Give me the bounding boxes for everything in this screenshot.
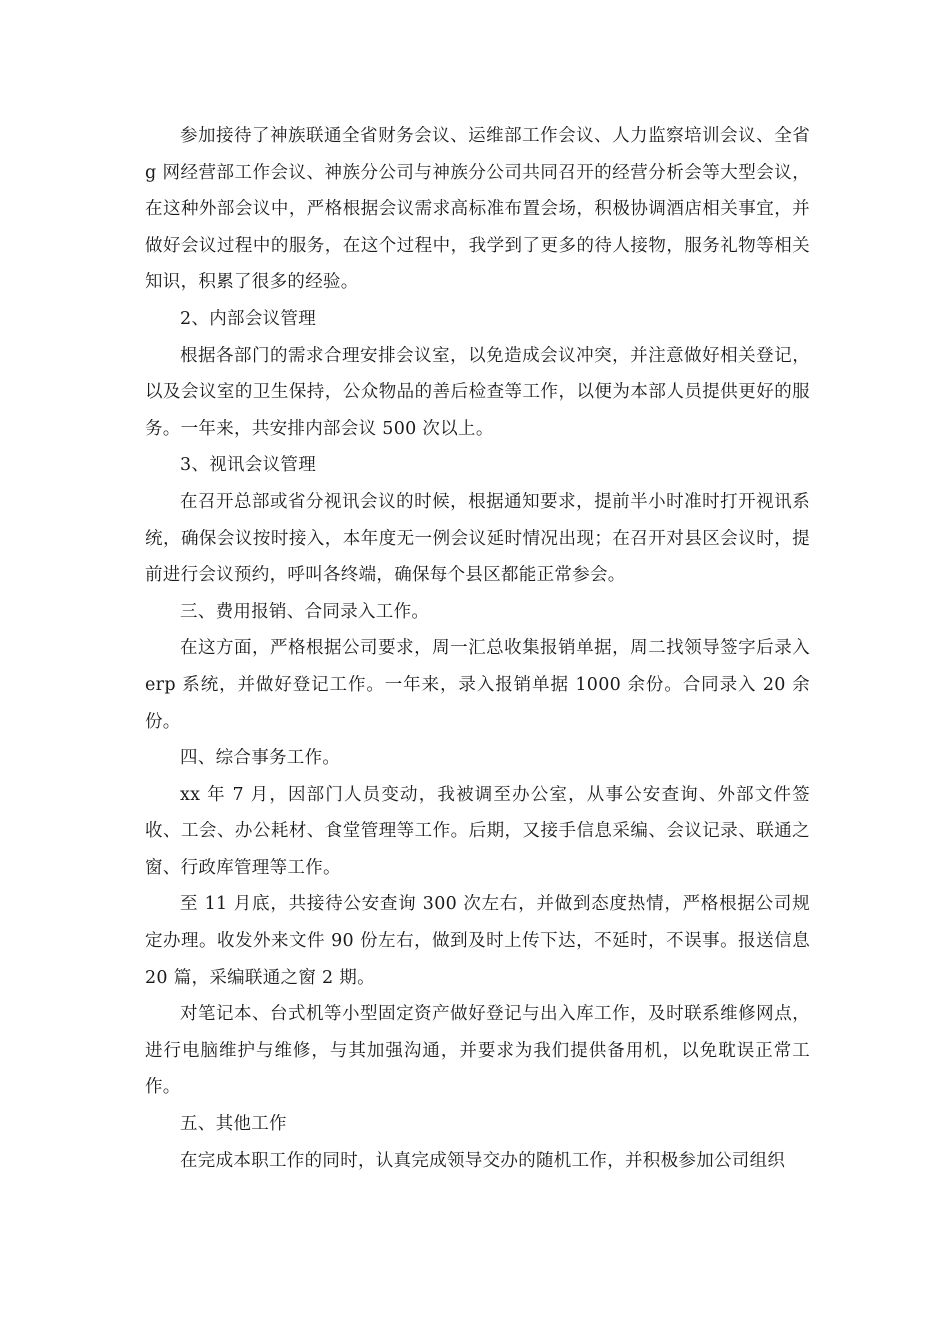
paragraph-external-meetings: 参加接待了神族联通全省财务会议、运维部工作会议、人力监察培训会议、全省 g 网经营部工作会议、神族分公司与神族分公司共同召开的经营分析会等大型会议，在这种外部会议中，严格根据会议需求高标准布置会场，积极协调酒店相关事宜，并做好会议过程中的服务，在这个过程中，我学到了更多的待人接物，服务礼物等相关知识，积累了很多的经验。 [145,126,810,293]
paragraph-expense-contract: 在这方面，严格根据公司要求，周一汇总收集报销单据，周二找领导签字后录入 erp 系统，并做好登记工作。一年来，录入报销单据 1000 余份。合同录入 20 余份。 [145,638,810,732]
document-body [145,118,810,1179]
paragraph-internal-meetings: 根据各部门的需求合理安排会议室，以免造成会议冲突，并注意做好相关登记，以及会议室的卫生保持，公众物品的善后检查等工作，以便为本部人员提供更好的服务。一年来，共安排内部会议 500 次以上。 [145,345,810,439]
heading-general-affairs: 四、综合事务工作。 [180,748,341,769]
paragraph-general-affairs-2: 至 11 月底，共接待公安查询 300 次左右，并做到态度热情，严格根据公司规定办理。收发外来文件 90 份左右，做到及时上传下达，不延时，不误事。报送信息 20 篇，采编联通之窗 2 期。 [145,894,810,988]
heading-other-work: 五、其他工作 [180,1114,287,1135]
heading-expense-contract: 三、费用报销、合同录入工作。 [180,601,430,622]
paragraph-other-work: 在完成本职工作的同时，认真完成领导交办的随机工作，并积极参加公司组织 [180,1150,786,1171]
paragraph-general-affairs-1: xx 年 7 月，因部门人员变动，我被调至办公室，从事公安查询、外部文件签收、工会、办公耗材、食堂管理等工作。后期，又接手信息采编、会议记录、联通之窗、行政库管理等工作。 [145,784,810,878]
paragraph-general-affairs-3: 对笔记本、台式机等小型固定资产做好登记与出入库工作，及时联系维修网点，进行电脑维护与维修，与其加强沟通，并要求为我们提供备用机，以免耽误正常工作。 [145,1004,810,1098]
paragraph-video-meetings: 在召开总部或省分视讯会议的时候，根据通知要求，提前半小时准时打开视讯系统，确保会议按时接入，本年度无一例会议延时情况出现；在召开对县区会议时，提前进行会议预约，呼叫各终端，确保每个县区都能正常参会。 [145,491,810,586]
heading-internal-meeting-management: 2、内部会议管理 [180,308,317,329]
heading-video-meeting-management: 3、视讯会议管理 [180,455,317,476]
